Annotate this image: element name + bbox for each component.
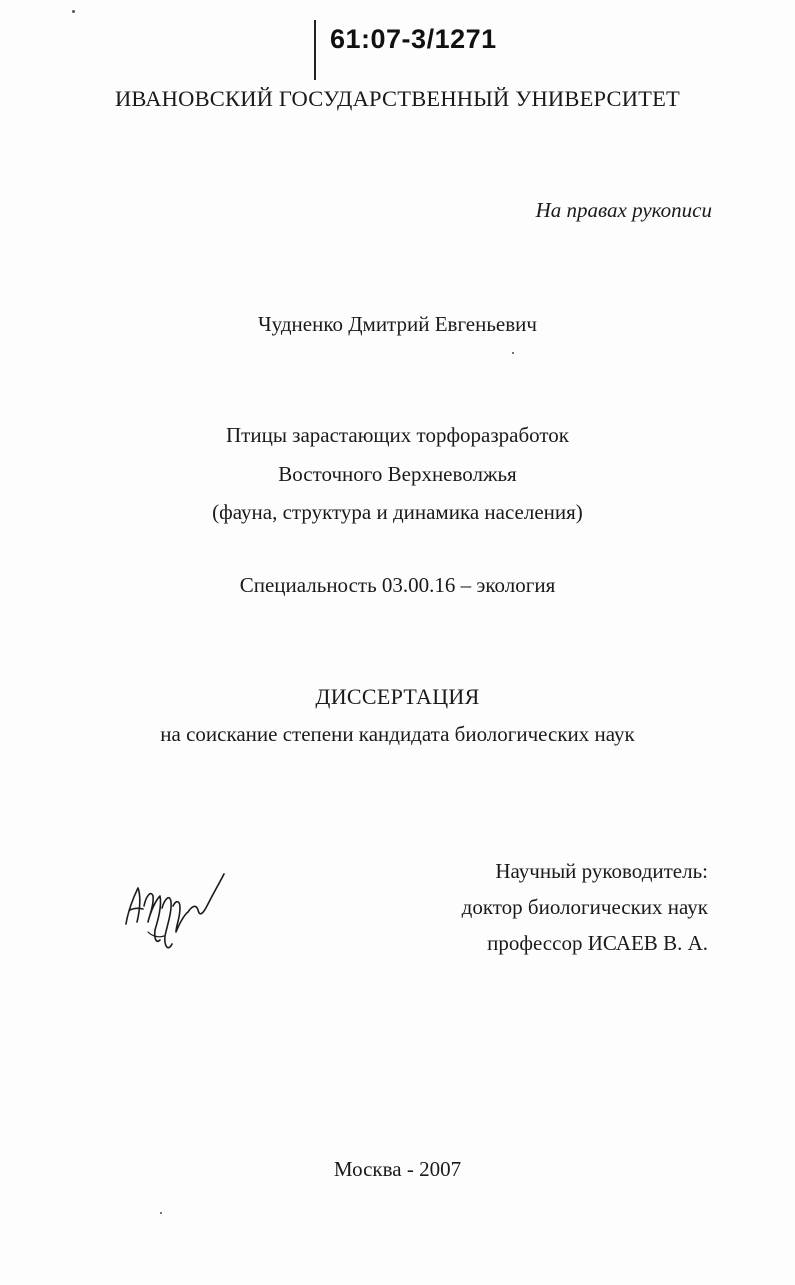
- author-name: Чудненко Дмитрий Евгеньевич: [258, 312, 537, 336]
- thesis-title-line: Птицы зарастающих торфоразработок: [226, 423, 569, 447]
- supervisor-title: Научный руководитель:: [495, 859, 708, 883]
- dissertation-subheading: на соискание степени кандидата биологических наук: [160, 722, 635, 746]
- supervisor-name: профессор ИСАЕВ В. А.: [487, 931, 708, 955]
- university-name: ИВАНОВСКИЙ ГОСУДАРСТВЕННЫЙ УНИВЕРСИТЕТ: [114, 86, 680, 111]
- archive-stamp-code: 61:07-3/1271: [330, 24, 497, 54]
- handwritten-signature: [118, 866, 228, 962]
- specialty-line: Специальность 03.00.16 – экология: [239, 573, 556, 597]
- scan-speck: [72, 10, 75, 13]
- thesis-title-line: (фауна, структура и динамика населения): [212, 500, 583, 524]
- city-year: Москва - 2007: [333, 1157, 462, 1181]
- scan-speck: [512, 352, 514, 354]
- stamp-vertical-bar: [314, 20, 316, 80]
- supervisor-degree: доктор биологических наук: [461, 895, 708, 919]
- scan-speck: [160, 1212, 162, 1214]
- thesis-title-line: Восточного Верхневолжья: [278, 462, 517, 486]
- rights-note: На правах рукописи: [535, 198, 712, 222]
- dissertation-heading: ДИССЕРТАЦИЯ: [315, 684, 480, 709]
